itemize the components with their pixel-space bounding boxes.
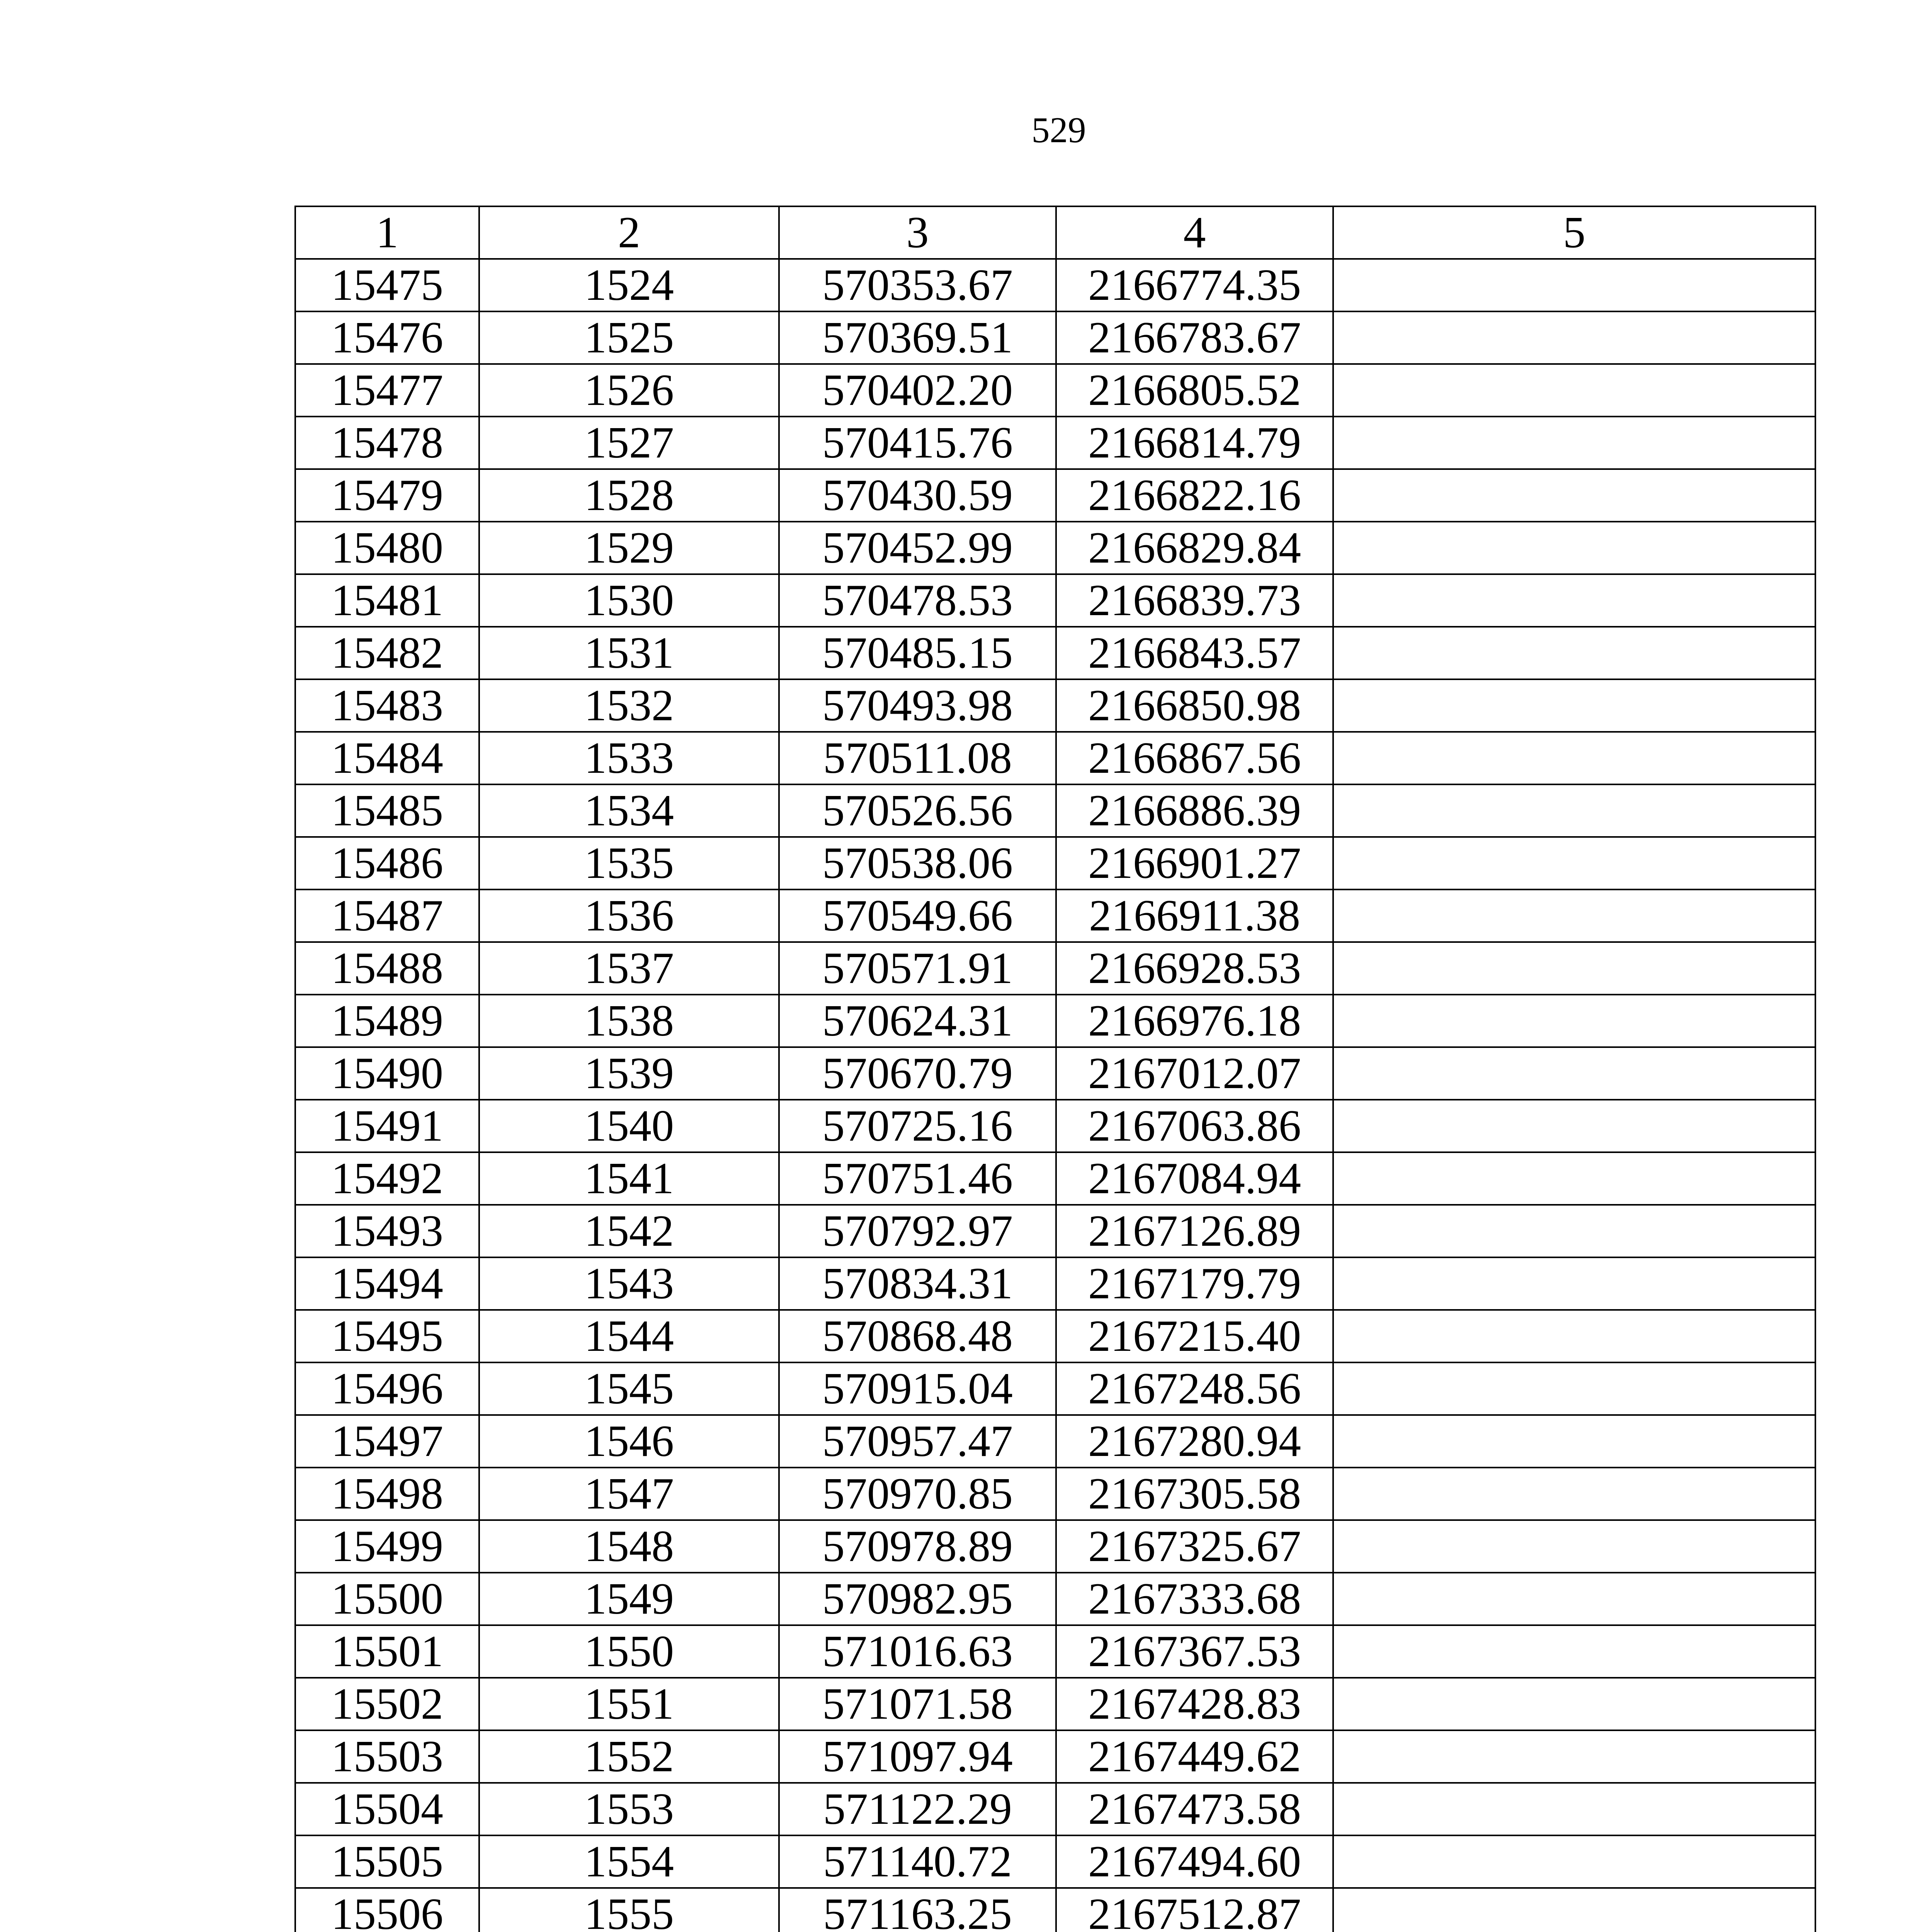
table-cell: 1533 xyxy=(479,732,779,784)
table-row xyxy=(295,1520,1815,1573)
table-cell xyxy=(1333,1100,1815,1152)
table-cell xyxy=(1333,1468,1815,1520)
table-cell: 2166839.73 xyxy=(1056,574,1333,627)
table-cell: 570478.53 xyxy=(779,574,1056,627)
table-cell: 2167428.83 xyxy=(1056,1678,1333,1730)
table-cell: 570725.16 xyxy=(779,1100,1056,1152)
table-cell: 1542 xyxy=(479,1205,779,1257)
table-cell: 2166901.27 xyxy=(1056,837,1333,889)
table-cell xyxy=(1333,311,1815,364)
table-cell: 1532 xyxy=(479,679,779,732)
table-cell xyxy=(1333,1888,1815,1932)
table-row xyxy=(295,1783,1815,1835)
table-row xyxy=(295,732,1815,784)
table-cell: 1555 xyxy=(479,1888,779,1932)
table-cell: 2167367.53 xyxy=(1056,1625,1333,1678)
table-cell: 571163.25 xyxy=(779,1888,1056,1932)
table-cell: 1527 xyxy=(479,417,779,469)
table-cell: 1545 xyxy=(479,1362,779,1415)
table-cell: 2167063.86 xyxy=(1056,1100,1333,1152)
table-row xyxy=(295,995,1815,1047)
table-row xyxy=(295,364,1815,417)
table-row xyxy=(295,1362,1815,1415)
table-cell xyxy=(1333,574,1815,627)
table-cell: 2166867.56 xyxy=(1056,732,1333,784)
table-cell xyxy=(1333,889,1815,942)
table-cell: 570915.04 xyxy=(779,1362,1056,1415)
table-cell: 15492 xyxy=(295,1152,479,1205)
table-cell: 15502 xyxy=(295,1678,479,1730)
table-cell: 570982.95 xyxy=(779,1573,1056,1625)
table-cell: 570978.89 xyxy=(779,1520,1056,1573)
column-header: 2 xyxy=(479,206,779,259)
table-cell: 571097.94 xyxy=(779,1730,1056,1783)
page-number: 529 xyxy=(1031,110,1086,150)
table-cell xyxy=(1333,784,1815,837)
table-cell: 570970.85 xyxy=(779,1468,1056,1520)
coordinates-table xyxy=(294,206,1816,1932)
table-cell xyxy=(1333,627,1815,679)
table-cell xyxy=(1333,679,1815,732)
table-cell: 15485 xyxy=(295,784,479,837)
table-cell: 2166829.84 xyxy=(1056,522,1333,574)
table-cell: 2166814.79 xyxy=(1056,417,1333,469)
table-cell xyxy=(1333,469,1815,522)
table-cell: 2167333.68 xyxy=(1056,1573,1333,1625)
table-cell xyxy=(1333,1257,1815,1310)
table-cell: 570353.67 xyxy=(779,259,1056,311)
table-cell: 2167473.58 xyxy=(1056,1783,1333,1835)
table-row xyxy=(295,417,1815,469)
table-cell: 15482 xyxy=(295,627,479,679)
table-cell xyxy=(1333,1047,1815,1100)
table-row xyxy=(295,1468,1815,1520)
table-cell: 2167325.67 xyxy=(1056,1520,1333,1573)
table-cell: 2167305.58 xyxy=(1056,1468,1333,1520)
table-cell: 571016.63 xyxy=(779,1625,1056,1678)
table-cell: 2166911.38 xyxy=(1056,889,1333,942)
table-cell: 15504 xyxy=(295,1783,479,1835)
table-row xyxy=(295,1730,1815,1783)
table-cell: 15489 xyxy=(295,995,479,1047)
table-cell: 1552 xyxy=(479,1730,779,1783)
table-cell: 1544 xyxy=(479,1310,779,1362)
table-cell xyxy=(1333,995,1815,1047)
table-cell: 15497 xyxy=(295,1415,479,1468)
table-row xyxy=(295,574,1815,627)
table-cell xyxy=(1333,1152,1815,1205)
table-cell: 570402.20 xyxy=(779,364,1056,417)
table-row xyxy=(295,1257,1815,1310)
table-cell: 2167248.56 xyxy=(1056,1362,1333,1415)
table-cell: 570452.99 xyxy=(779,522,1056,574)
table-cell: 2167494.60 xyxy=(1056,1835,1333,1888)
table-cell: 1535 xyxy=(479,837,779,889)
column-header: 4 xyxy=(1056,206,1333,259)
table-cell: 15480 xyxy=(295,522,479,574)
table-cell: 2166774.35 xyxy=(1056,259,1333,311)
table-cell xyxy=(1333,1205,1815,1257)
table-cell xyxy=(1333,259,1815,311)
table-cell: 2167012.07 xyxy=(1056,1047,1333,1100)
table-cell: 2166822.16 xyxy=(1056,469,1333,522)
table-cell xyxy=(1333,1783,1815,1835)
table-row xyxy=(295,1888,1815,1932)
table-cell xyxy=(1333,1678,1815,1730)
table-cell: 15506 xyxy=(295,1888,479,1932)
table-cell: 1538 xyxy=(479,995,779,1047)
table-cell: 570670.79 xyxy=(779,1047,1056,1100)
table-cell: 2167126.89 xyxy=(1056,1205,1333,1257)
table-cell: 2167215.40 xyxy=(1056,1310,1333,1362)
table-cell: 2166805.52 xyxy=(1056,364,1333,417)
table-cell: 15486 xyxy=(295,837,479,889)
table-cell: 15487 xyxy=(295,889,479,942)
table-row xyxy=(295,942,1815,995)
table-cell: 2166976.18 xyxy=(1056,995,1333,1047)
column-header: 5 xyxy=(1333,206,1815,259)
table-cell: 15491 xyxy=(295,1100,479,1152)
table-cell: 1546 xyxy=(479,1415,779,1468)
table-cell: 2166783.67 xyxy=(1056,311,1333,364)
table-cell: 1526 xyxy=(479,364,779,417)
table-cell: 15481 xyxy=(295,574,479,627)
table-cell: 15477 xyxy=(295,364,479,417)
table-cell: 1530 xyxy=(479,574,779,627)
table-cell: 570369.51 xyxy=(779,311,1056,364)
table-cell xyxy=(1333,1310,1815,1362)
table-row xyxy=(295,679,1815,732)
table-cell: 15496 xyxy=(295,1362,479,1415)
table-cell xyxy=(1333,1835,1815,1888)
table-cell: 15505 xyxy=(295,1835,479,1888)
table-cell: 570511.08 xyxy=(779,732,1056,784)
table-cell: 1549 xyxy=(479,1573,779,1625)
table-row xyxy=(295,837,1815,889)
table-row xyxy=(295,1152,1815,1205)
table-cell: 1539 xyxy=(479,1047,779,1100)
table-cell: 570493.98 xyxy=(779,679,1056,732)
table-cell: 15499 xyxy=(295,1520,479,1573)
table-cell: 2167084.94 xyxy=(1056,1152,1333,1205)
table-row xyxy=(295,1835,1815,1888)
table-cell: 15475 xyxy=(295,259,479,311)
table-cell: 1537 xyxy=(479,942,779,995)
table-row xyxy=(295,311,1815,364)
table-row xyxy=(295,1625,1815,1678)
table-cell: 15494 xyxy=(295,1257,479,1310)
table-row xyxy=(295,1415,1815,1468)
table-cell: 570549.66 xyxy=(779,889,1056,942)
table-cell: 570834.31 xyxy=(779,1257,1056,1310)
table-cell: 15476 xyxy=(295,311,479,364)
column-header: 3 xyxy=(779,206,1056,259)
table-cell: 15478 xyxy=(295,417,479,469)
table-cell xyxy=(1333,837,1815,889)
table-cell: 570526.56 xyxy=(779,784,1056,837)
table-cell: 1554 xyxy=(479,1835,779,1888)
table-cell: 1553 xyxy=(479,1783,779,1835)
table-row xyxy=(295,1573,1815,1625)
table-cell: 1525 xyxy=(479,311,779,364)
table-cell: 570868.48 xyxy=(779,1310,1056,1362)
table-cell: 15488 xyxy=(295,942,479,995)
table-cell xyxy=(1333,732,1815,784)
table-row xyxy=(295,784,1815,837)
table-cell: 15495 xyxy=(295,1310,479,1362)
table-header-row xyxy=(295,206,1815,259)
table-cell xyxy=(1333,364,1815,417)
table-cell: 571140.72 xyxy=(779,1835,1056,1888)
table-cell: 571122.29 xyxy=(779,1783,1056,1835)
table-cell: 1543 xyxy=(479,1257,779,1310)
table-cell: 2166850.98 xyxy=(1056,679,1333,732)
table-cell: 570430.59 xyxy=(779,469,1056,522)
table-cell: 570751.46 xyxy=(779,1152,1056,1205)
table-cell: 2166928.53 xyxy=(1056,942,1333,995)
table-cell: 570957.47 xyxy=(779,1415,1056,1468)
table-cell: 1528 xyxy=(479,469,779,522)
table-cell: 15483 xyxy=(295,679,479,732)
column-header: 1 xyxy=(295,206,479,259)
table-cell: 1548 xyxy=(479,1520,779,1573)
table-body xyxy=(295,259,1815,1932)
table-cell xyxy=(1333,1415,1815,1468)
table-cell: 570415.76 xyxy=(779,417,1056,469)
table-cell: 570792.97 xyxy=(779,1205,1056,1257)
table-cell: 1550 xyxy=(479,1625,779,1678)
table-cell xyxy=(1333,1520,1815,1573)
table-cell: 571071.58 xyxy=(779,1678,1056,1730)
table-cell: 570485.15 xyxy=(779,627,1056,679)
table-cell: 1534 xyxy=(479,784,779,837)
table-cell: 15500 xyxy=(295,1573,479,1625)
table-cell: 15503 xyxy=(295,1730,479,1783)
table-row xyxy=(295,889,1815,942)
table-row xyxy=(295,1047,1815,1100)
table-cell xyxy=(1333,942,1815,995)
table-row xyxy=(295,1310,1815,1362)
table-cell: 15479 xyxy=(295,469,479,522)
table-cell: 1551 xyxy=(479,1678,779,1730)
table-cell: 15493 xyxy=(295,1205,479,1257)
table-row xyxy=(295,469,1815,522)
table-cell: 1541 xyxy=(479,1152,779,1205)
table-cell xyxy=(1333,522,1815,574)
table-cell xyxy=(1333,1730,1815,1783)
table-cell: 570624.31 xyxy=(779,995,1056,1047)
table-cell: 1524 xyxy=(479,259,779,311)
table-cell: 2167512.87 xyxy=(1056,1888,1333,1932)
table-cell: 1547 xyxy=(479,1468,779,1520)
table-cell: 1531 xyxy=(479,627,779,679)
table-cell: 15490 xyxy=(295,1047,479,1100)
table-cell: 570571.91 xyxy=(779,942,1056,995)
table-row xyxy=(295,1678,1815,1730)
table-cell: 570538.06 xyxy=(779,837,1056,889)
table-cell xyxy=(1333,1573,1815,1625)
table-cell: 15484 xyxy=(295,732,479,784)
table-row xyxy=(295,1100,1815,1152)
table-cell: 2167449.62 xyxy=(1056,1730,1333,1783)
table-row xyxy=(295,522,1815,574)
table-cell: 2166886.39 xyxy=(1056,784,1333,837)
table-cell: 1540 xyxy=(479,1100,779,1152)
table-cell xyxy=(1333,417,1815,469)
table-cell: 1536 xyxy=(479,889,779,942)
table-row xyxy=(295,627,1815,679)
table-cell xyxy=(1333,1625,1815,1678)
table-cell: 1529 xyxy=(479,522,779,574)
table-cell: 2166843.57 xyxy=(1056,627,1333,679)
table-cell: 2167280.94 xyxy=(1056,1415,1333,1468)
table-cell: 2167179.79 xyxy=(1056,1257,1333,1310)
table-row xyxy=(295,259,1815,311)
table-cell xyxy=(1333,1362,1815,1415)
table-row xyxy=(295,1205,1815,1257)
table-cell: 15501 xyxy=(295,1625,479,1678)
table-cell: 15498 xyxy=(295,1468,479,1520)
